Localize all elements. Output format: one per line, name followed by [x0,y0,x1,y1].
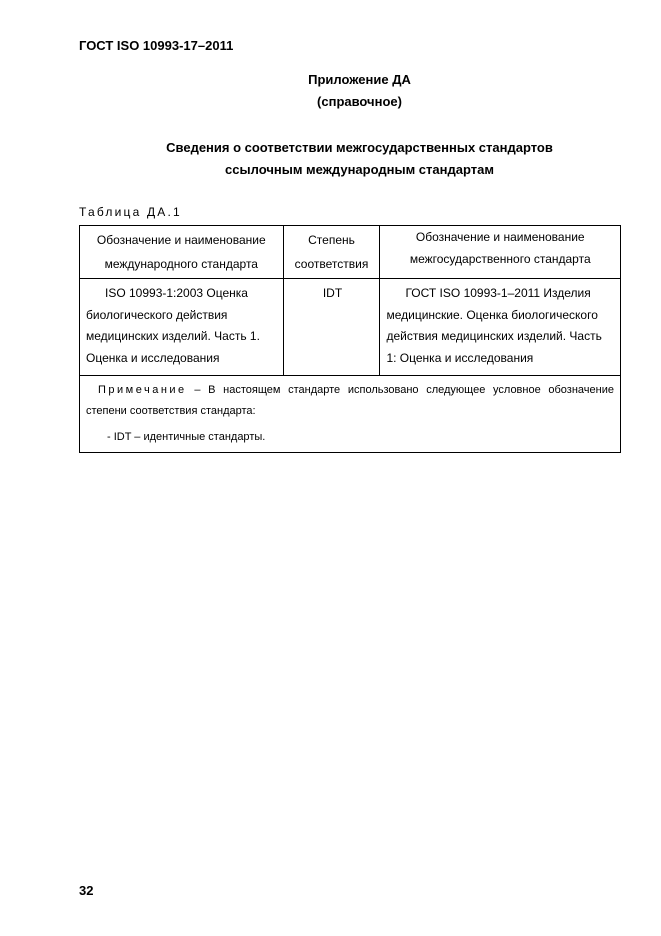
cell-col1-line3: медицинских изделий. Часть 1. [86,329,260,343]
document-code: ГОСТ ISO 10993-17–2011 [79,38,234,53]
header-col3-line2: межгосударственного стандарта [409,252,591,266]
table-caption: Таблица ДА.1 [79,205,182,219]
cell-col1-line1: ISO 10993-1:2003 Оценка [105,286,248,300]
cell-col2-value: IDT [322,286,343,300]
header-col3-line1: Обозначение и наименование [415,230,585,244]
cell-degree [283,279,380,376]
header-international-standard [80,226,284,279]
annex-title: Приложение ДА [308,72,411,87]
cell-interstate-standard [380,279,621,376]
note-line1 [86,380,614,401]
header-col2-line1: Степень [308,233,355,247]
cell-international-standard [80,279,284,376]
header-interstate-standard [380,226,621,279]
table-note [80,376,621,453]
cell-col3-line4: 1: Оценка и исследования [386,350,534,365]
section-heading [0,137,661,181]
table-row [80,279,621,376]
note-text-line1: – В настоящем стандарте использовано следующее условное обозначение [186,384,614,396]
header-col1-line2: международного стандарта [104,257,258,271]
section-title-line1: Сведения о соответствии межгосударственных стандартов [166,140,553,155]
note-label: Примечание [98,384,187,396]
table-note-row [80,376,621,453]
header-col2-line2: соответствия [294,257,369,271]
header-degree-of-correspondence [283,226,380,279]
cell-col3-line2: медицинские. Оценка биологического [386,307,598,322]
header-col1-line1: Обозначение и наименование [96,233,266,247]
annex-heading [0,69,661,113]
note-text-line2: степени соответствия стандарта: [86,405,256,417]
correspondence-table [79,225,621,453]
note-item: - IDT – идентичные стандарты. [107,431,266,443]
cell-col3-line1: ГОСТ ISO 10993-1–2011 Изделия [405,286,591,300]
cell-col1-line4: Оценка и исследования [86,350,220,365]
cell-col3-line3: действия медицинских изделий. Часть [386,329,602,343]
section-title-line2: ссылочным международным стандартам [225,162,494,177]
cell-col1-line2: биологического действия [86,307,228,322]
page-number: 32 [79,883,94,898]
annex-subtitle: (справочное) [317,94,402,109]
table-header-row [80,226,621,279]
